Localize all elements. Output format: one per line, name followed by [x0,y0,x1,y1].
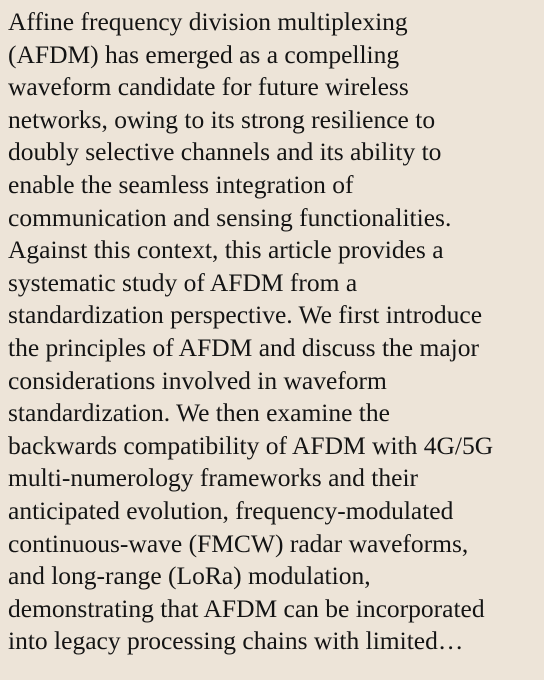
abstract-line: Affine frequency division multiplexing [8,7,408,36]
abstract-paragraph [8,6,536,658]
abstract-line: systematic study of AFDM from a [8,267,358,297]
abstract-line: standardization. We then examine the [8,398,390,428]
abstract-line: continuous-wave (FMCW) radar waveforms, [8,528,469,558]
abstract-line: the principles of AFDM and discuss the major [8,332,479,362]
abstract-line: considerations involved in waveform [8,365,387,395]
abstract-line: and long-range (LoRa) modulation, [8,561,371,591]
abstract-line: waveform candidate for future wireless [8,72,409,102]
abstract-line: enable the seamless integration of [8,169,354,199]
abstract-line: multi-numerology frameworks and their [8,463,419,493]
abstract-line: communication and sensing functionalities. [8,202,452,232]
abstract-line: standardization perspective. We first introduce [8,300,483,330]
abstract-line: backwards compatibility of AFDM with 4G/5G [8,430,494,460]
abstract-line: Against this context, this article provides a [8,235,444,265]
abstract-line: demonstrating that AFDM can be incorporated [8,593,485,623]
abstract-line: anticipated evolution, frequency-modulated [8,495,454,525]
abstract-line: networks, owing to its strong resilience to [8,104,436,134]
abstract-line: doubly selective channels and its ability to [8,137,442,167]
abstract-line: into legacy processing chains with limited… [8,626,464,656]
abstract-line: (AFDM) has emerged as a compelling [8,39,400,69]
